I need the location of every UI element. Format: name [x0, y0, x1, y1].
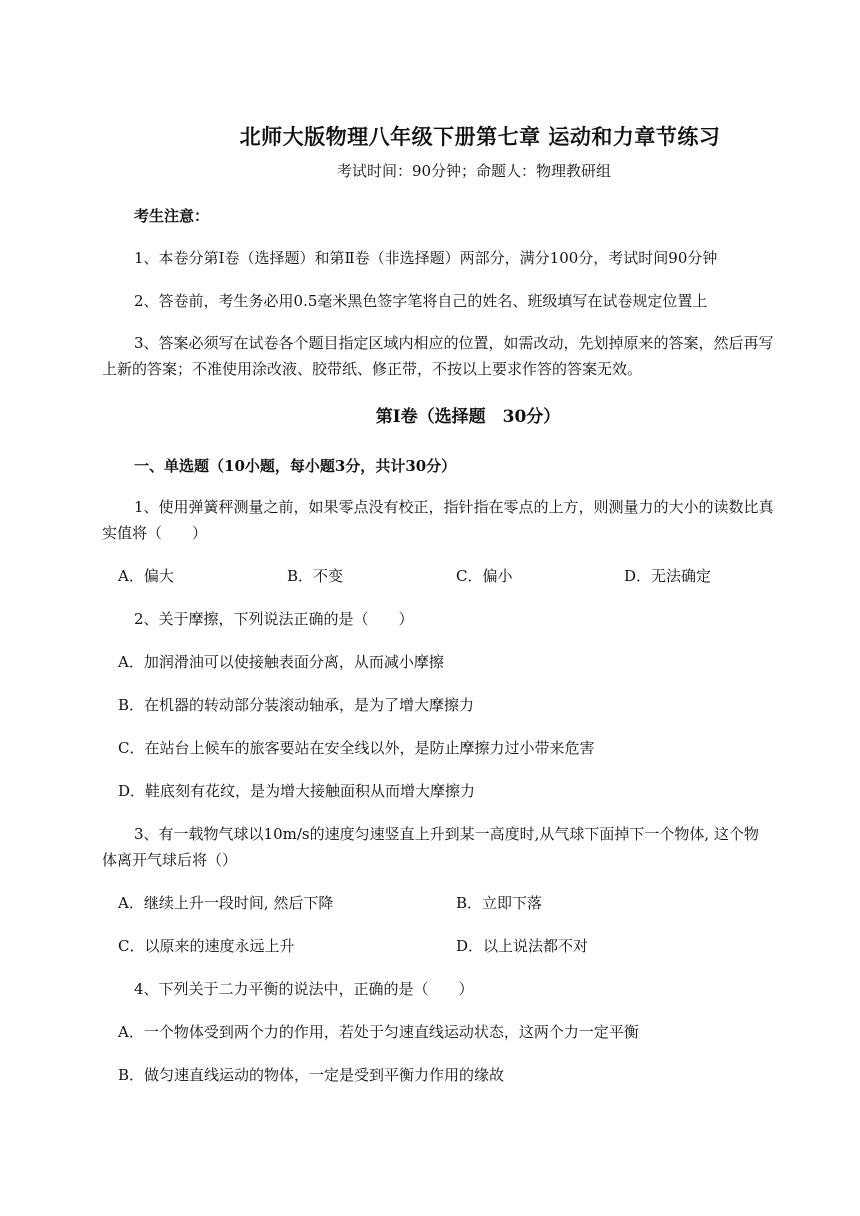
question-2-option-d[interactable]: D．鞋底刻有花纹，是为增大接触面积从而增大摩擦力: [118, 782, 476, 800]
question-2-option-c[interactable]: C．在站台上候车的旅客要站在安全线以外，是防止摩擦力过小带来危害: [118, 739, 595, 757]
notice-item-continued: 上新的答案；不准使用涂改液、胶带纸、修正带，不按以上要求作答的答案无效。: [102, 360, 643, 378]
question-2-option-b[interactable]: B．在机器的转动部分装滚动轴承，是为了增大摩擦力: [118, 696, 475, 714]
exam-info: 考试时间：90分钟；命题人：物理教研组: [336, 162, 612, 180]
question-4-option-b[interactable]: B．做匀速直线运动的物体，一定是受到平衡力作用的缘故: [118, 1066, 505, 1084]
question-3-text-continued: 体离开气球后将（）: [102, 851, 238, 869]
question-1-option-d[interactable]: D．无法确定: [624, 567, 712, 585]
page-title: 北师大版物理八年级下册第七章 运动和力章节练习: [239, 124, 721, 149]
question-2-option-a[interactable]: A．加润滑油可以使接触表面分离，从而减小摩擦: [118, 653, 444, 671]
question-1-text-continued: 实值将（ ）: [102, 524, 208, 542]
question-1-text: 1、使用弹簧秤测量之前，如果零点没有校正，指针指在零点的上方，则测量力的大小的读数比真: [134, 498, 774, 516]
question-4-text: 4、下列关于二力平衡的说法中，正确的是（ ）: [134, 980, 474, 998]
question-3-option-b[interactable]: B．立即下落: [456, 894, 543, 912]
question-1-option-b[interactable]: B．不变: [287, 567, 344, 585]
question-2-text: 2、关于摩擦，下列说法正确的是（ ）: [134, 610, 414, 628]
notice-item: 3、答案必须写在试卷各个题目指定区域内相应的位置，如需改动，先划掉原来的答案，然后再写: [134, 334, 774, 352]
question-3-option-c[interactable]: C．以原来的速度永远上升: [118, 937, 295, 955]
question-3-option-a[interactable]: A．继续上升一段时间, 然后下降: [118, 894, 334, 912]
notice-item: 1、本卷分第Ⅰ卷（选择题）和第Ⅱ卷（非选择题）两部分，满分100分，考试时间90分钟: [134, 249, 718, 267]
notice-item: 2、答卷前，考生务必用0.5毫米黑色签字笔将自己的姓名、班级填写在试卷规定位置上: [134, 292, 708, 310]
question-3-option-d[interactable]: D．以上说法都不对: [456, 937, 589, 955]
question-4-option-a[interactable]: A．一个物体受到两个力的作用，若处于匀速直线运动状态，这两个力一定平衡: [118, 1023, 639, 1041]
question-1-option-c[interactable]: C．偏小: [456, 567, 513, 585]
section-heading: 第Ⅰ卷（选择题 30分）: [375, 407, 561, 427]
notice-heading: 考生注意：: [134, 207, 210, 225]
question-3-text: 3、有一载物气球以10m/s的速度匀速竖直上升到某一高度时,从气球下面掉下一个物体, 这个物: [134, 825, 759, 843]
part-heading: 一、单选题（10小题，每小题3分，共计30分）: [134, 457, 457, 475]
question-1-option-a[interactable]: A．偏大: [118, 567, 174, 585]
